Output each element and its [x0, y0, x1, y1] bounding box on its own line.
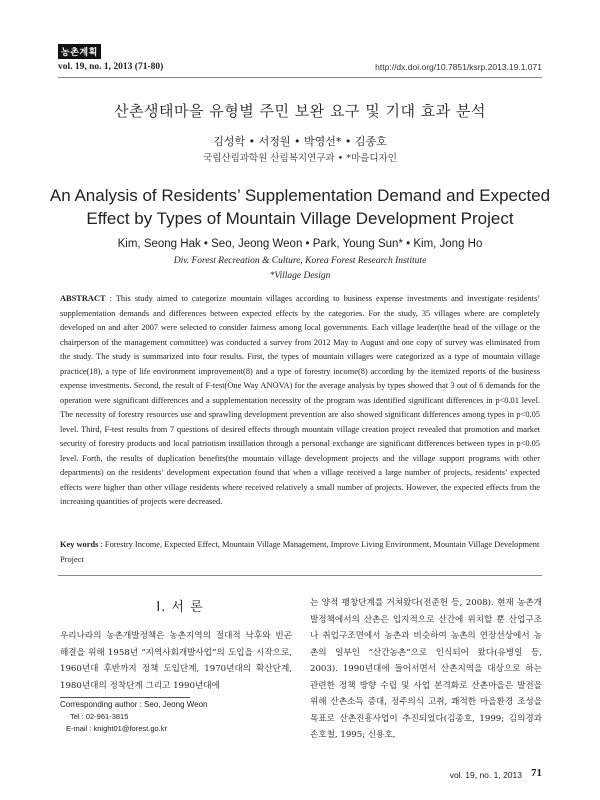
journal-badge: 농촌계획: [58, 44, 101, 59]
footnote-divider: [60, 697, 190, 698]
keywords: [60, 538, 540, 567]
keywords-divider: [58, 575, 542, 576]
section-heading: Ⅰ. 서 론: [156, 600, 204, 615]
affiliation-english-1: Div. Forest Recreation & Culture, Korea Forest Research Institute: [173, 256, 427, 266]
affiliation-korean: 국립산림과학원 산림복지연구과 • *마을디자인: [203, 153, 397, 164]
affiliation-english-2: *Village Design: [269, 271, 331, 281]
abstract-label: ABSTRACT: [60, 294, 106, 303]
title-english: [40, 184, 560, 230]
abstract-text: : This study aimed to categorize mountain villages according to business expense investments and investigate residents’ supplementation demands and differences between expected effects by the categories. For the study, 35 villages where are completely developed on and after 2007 were selected to consider fairness among local governments. Each village leader(the head of the village or the chairperson of the management committee) was conducted a survey from 2012 May to August and one copy of survey was eliminated from the study. The study is summarized into four results. First, the types of mountain villages were categorized as a type of mountain village practice(18), a type of life environment improvement(8) and a type of forestry income(8) according by the itemized reports of the business expense investments. Second, the result of F-test(One Way ANOVA) for the average analysis by types showed that 3 out of 6 demands for the operation were significant differences and a supplementation necessity of the program was identified significant differences in p<0.01 level. The necessity of forestry resources use and sprawling development prevention are also showed significant differences among types in p<0.05 level. Third, F-test results from 7 questions of desired effects through mountain village creation project revealed that promotion and market security of forestry products and local patriotism instillation through a personal exchange are significant differences between types in p<0.05 level. Forth, the results of duplication benefits(the mountain village development projects and the village support programs with other departments) on the residents’ development expectation found that when a village received a large number of projects, residents’ expected effects were higher than other village residents where received relatively a small number of projects. However, the expected effects from the increasing quantities of projects were decreased.: [60, 294, 540, 506]
keywords-label: Key words: [60, 540, 99, 549]
footnote-corresponding-author: Corresponding author : Seo, Jeong Weon: [60, 700, 208, 709]
authors-english: Kim, Seong Hak • Seo, Jeong Weon • Park, Young Sun* • Kim, Jong Ho: [117, 238, 483, 250]
title-english-line-1: An Analysis of Residents’ Supplementation Demand and Expected: [49, 186, 551, 205]
authors-korean: 김성학 • 서정원 • 박영선* • 김종호: [213, 135, 387, 148]
body-column-left: 우리나라의 농촌개발정책은 농촌지역의 절대적 낙후와 빈곤 해결을 위해 1958년 “지역사회개발사업”의 도입을 시작으로, 1960년대 후반까지 정책 도입단계, 1970년대의 확산단계, 1980년대의 정착단계 그리고 1990년대에: [60, 631, 292, 691]
footnote-tel: Tel : 02-961-3815: [70, 712, 129, 721]
keywords-text: : Forestry Income, Expected Effect, Mountain Village Management, Improve Living Environment, Mountain Village Development Project: [60, 540, 540, 564]
title-english-line-2: Effect by Types of Mountain Village Development Project: [86, 209, 514, 228]
title-korean: 산촌생태마을 유형별 주민 보완 요구 및 기대 효과 분석: [114, 102, 486, 120]
abstract: [60, 292, 540, 510]
footer-volume: vol. 19, no. 1, 2013: [449, 770, 522, 780]
footnote-email[interactable]: E-mail : knight01@forest.go.kr: [66, 724, 167, 733]
doi-link[interactable]: http://dx.doi.org/10.7851/ksrp.2013.19.1.071: [375, 62, 542, 72]
header-divider: [58, 77, 542, 78]
page-number: 71: [531, 767, 542, 779]
volume-line: vol. 19, no. 1, 2013 (71-80): [58, 62, 164, 72]
body-column-right: 는 양적 팽창단계를 거쳐왔다(전준헌 등, 2008). 현재 농촌개발정책에서의 산촌은 입지적으로 산간에 위치할 뿐 산업구조나 취업구조면에서 농촌과 비슷하여 농촌의 연장선상에서 농촌의 일부인 “산간농촌”으로 인식되어 왔다(유병일 등, 2003). 1990년대에 들어서면서 산촌지역을 대상으로 하는 관련한 정책 방향 수립 및 사업 본격화로 산촌마을은 발전을 위해 산촌소득 증대, 정주의식 고취, 쾌적한 마을환경 조성을 목표로 산촌진흥사업이 추진되었다(김종호, 1999; 김의경과 손호철, 1995; 신용호,: [310, 598, 542, 740]
